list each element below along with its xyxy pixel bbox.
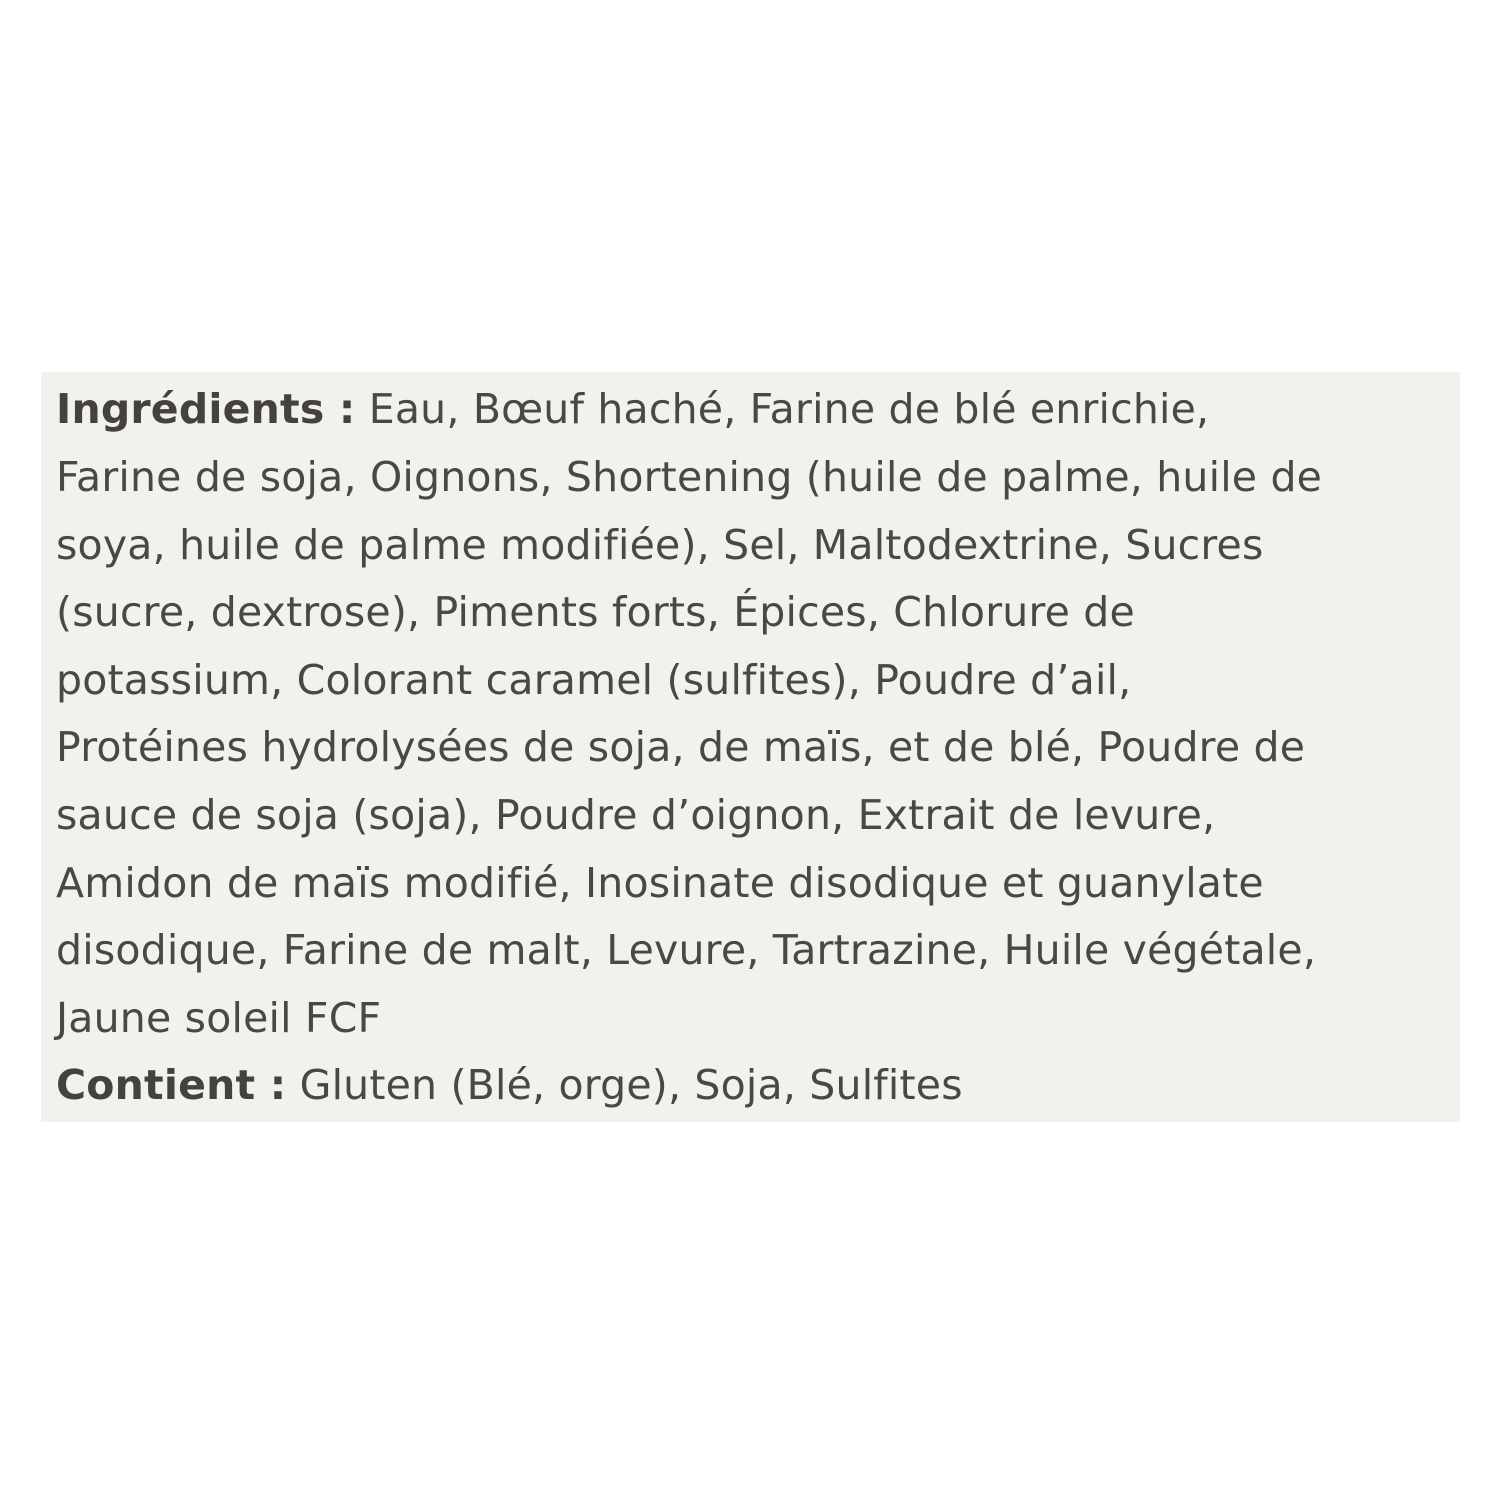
contains-line xyxy=(56,1051,963,1119)
ingredients-line-9: disodique, Farine de malt, Levure, Tartrazine, Huile végétale, xyxy=(56,926,1317,974)
ingredients-line-8: Amidon de maïs modifié, Inosinate disodique et guanylate xyxy=(56,859,1264,907)
ingredients-line-6: Protéines hydrolysées de soja, de maïs, et de blé, Poudre de xyxy=(56,723,1306,771)
contains-heading: Contient : xyxy=(56,1061,287,1109)
ingredients-line-10: Jaune soleil FCF xyxy=(56,994,382,1042)
ingredients-line-7: sauce de soja (soja), Poudre d’oignon, Extrait de levure, xyxy=(56,791,1216,839)
ingredients-heading: Ingrédients : xyxy=(56,385,356,433)
ingredients-line-2: Farine de soja, Oignons, Shortening (huile de palme, huile de xyxy=(56,453,1323,501)
ingredients-line-5: potassium, Colorant caramel (sulfites), Poudre d’ail, xyxy=(56,656,1132,704)
ingredients-line-4: (sucre, dextrose), Piments forts, Épices, Chlorure de xyxy=(56,588,1135,636)
ingredients-label-panel xyxy=(41,372,1460,1122)
ingredients-line-1 xyxy=(56,375,1209,443)
ingredients-line-3: soya, huile de palme modifiée), Sel, Maltodextrine, Sucres xyxy=(56,521,1264,569)
ingredients-text: Eau, Bœuf haché, Farine de blé enrichie, xyxy=(368,385,1210,433)
contains-text: Gluten (Blé, orge), Soja, Sulfites xyxy=(299,1061,963,1109)
